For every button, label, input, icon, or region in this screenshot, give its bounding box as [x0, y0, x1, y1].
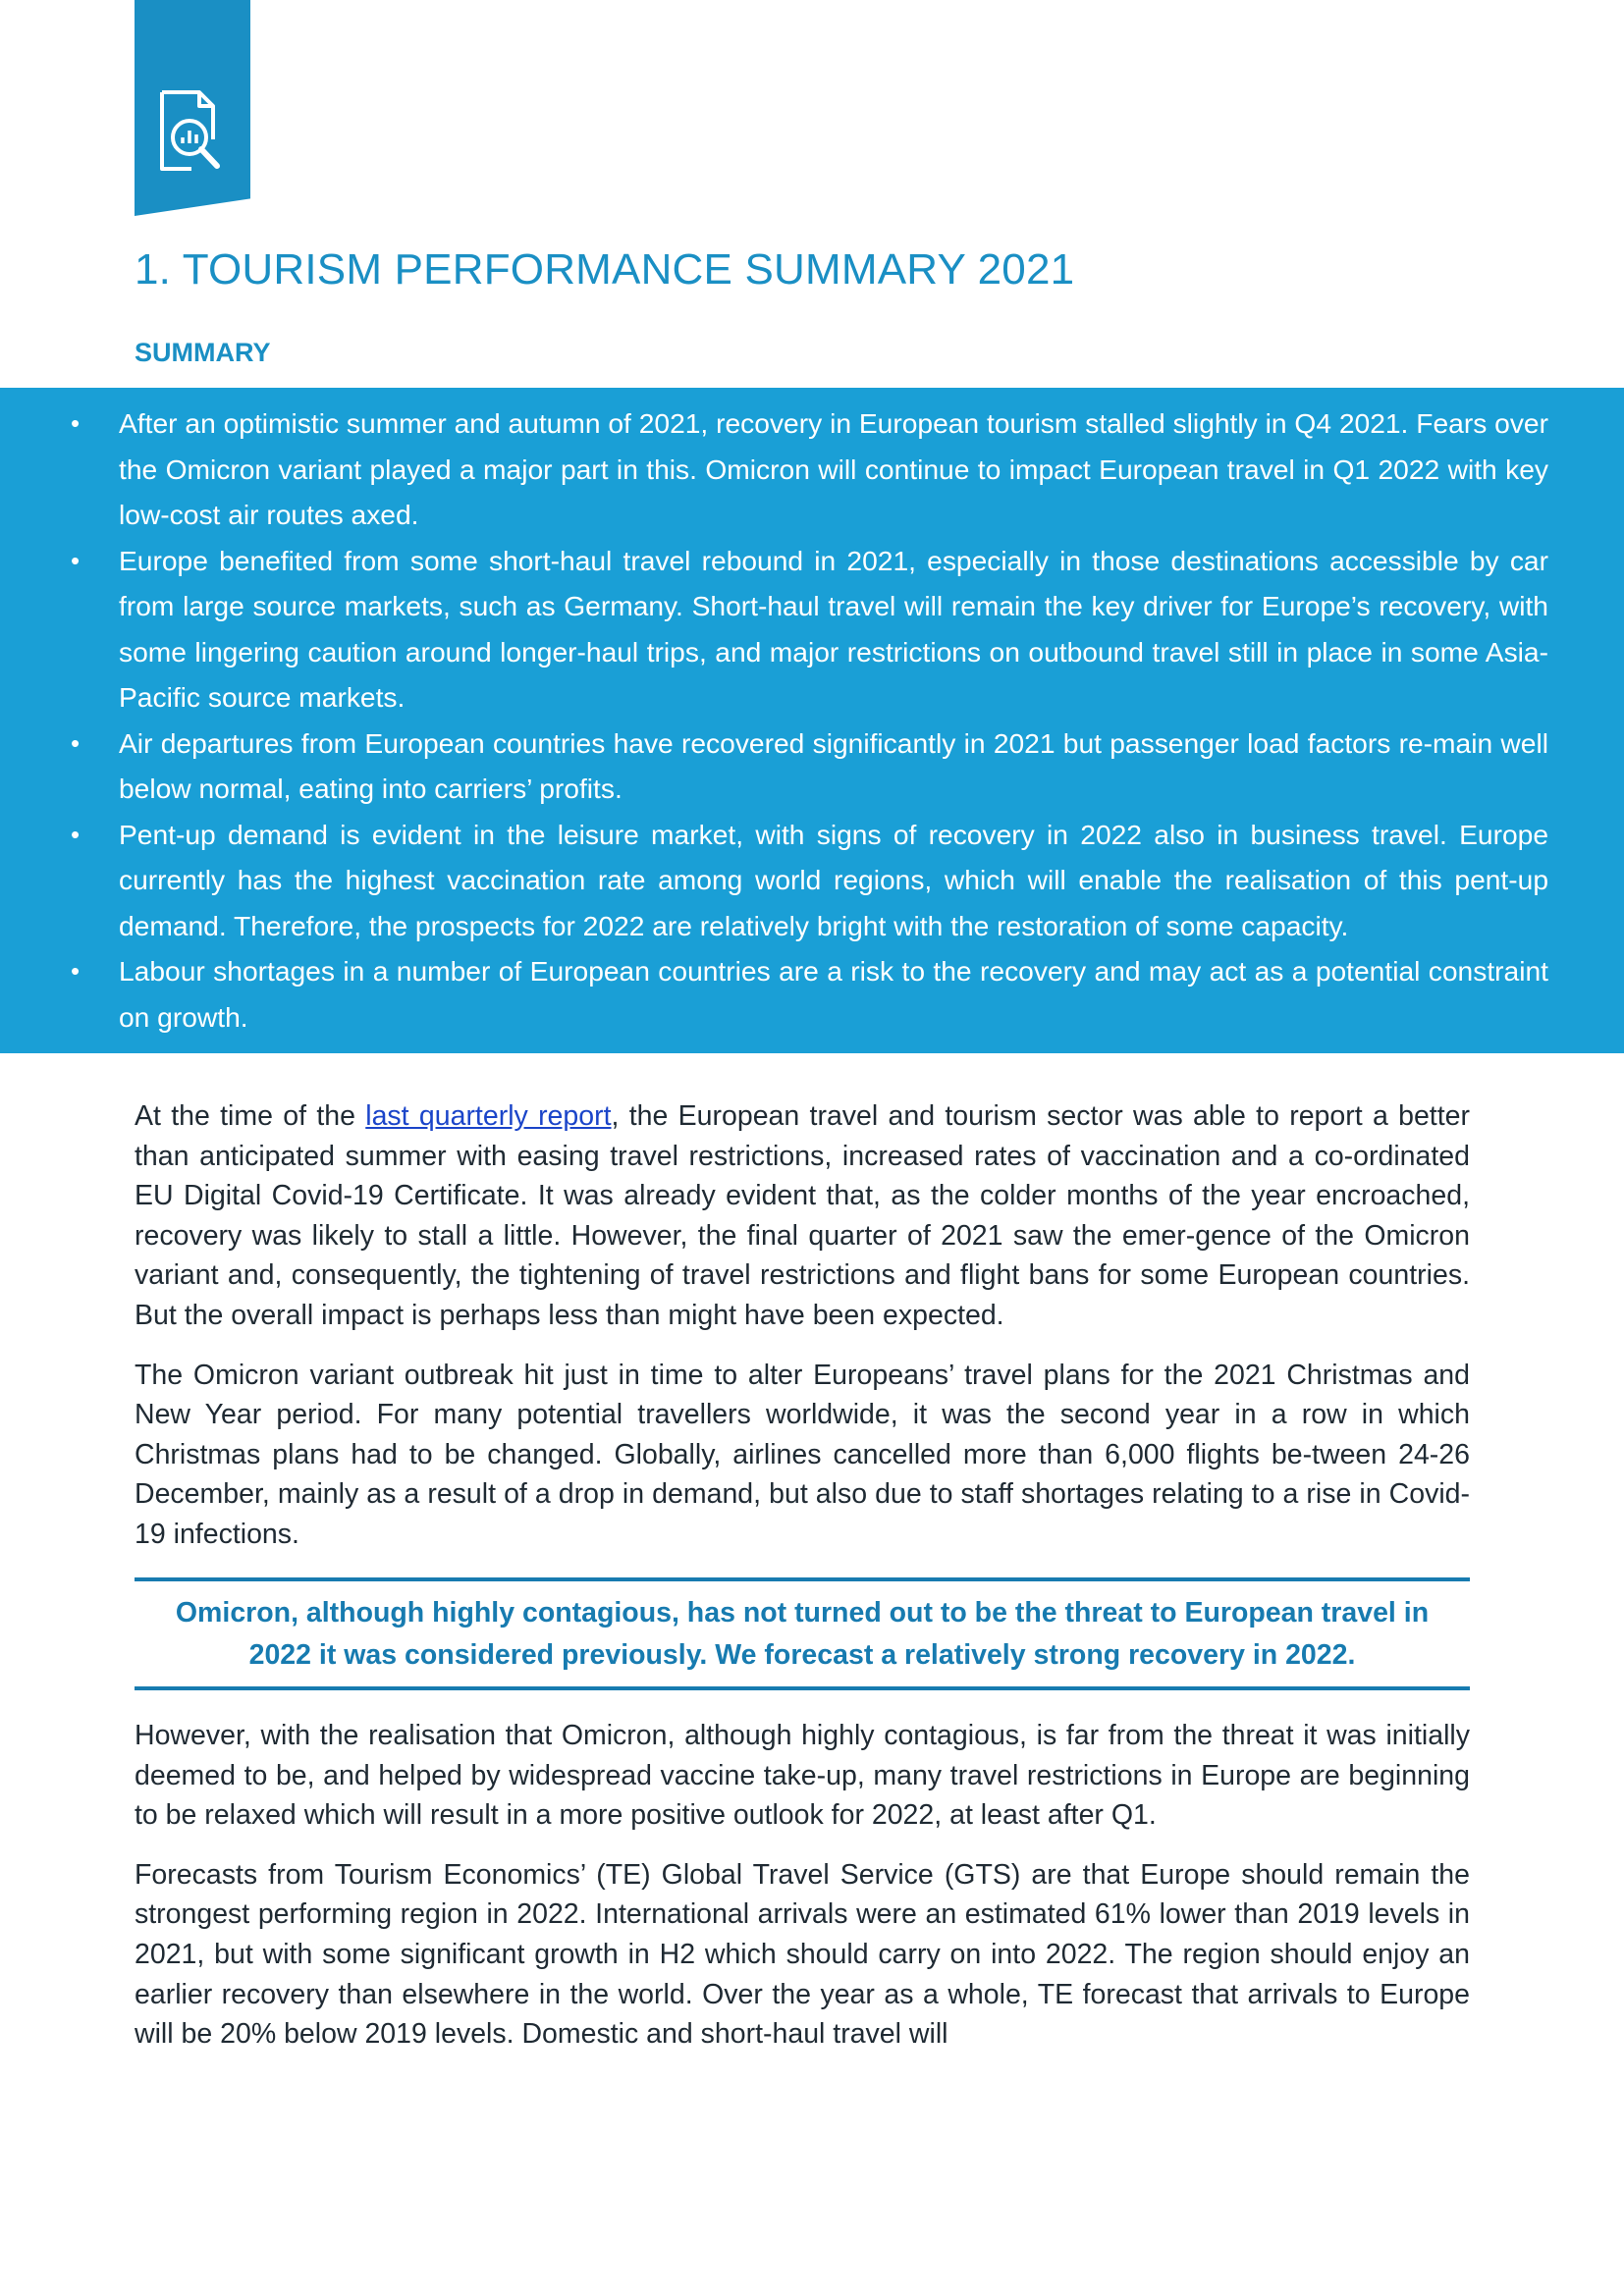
summary-bullet-text: Air departures from European countries have recovered significantly in 2021 but passenger load factors re-main well below normal, eating into carriers’ profits. [119, 726, 1548, 804]
bullet-icon: • [71, 727, 81, 758]
paragraph-4: Forecasts from Tourism Economics’ (TE) Global Travel Service (GTS) are that Europe should remain the strongest performing region in 2022. International arrivals were an estimated 61% lower than 2019 levels in 2021, but with some significant growth in H2 which should carry on into 2022. The region should enjoy an earlier recovery than elsewhere in the world. Over the year as a whole, TE forecast that arrivals to Europe will be 20% below 2019 levels. Domestic and short-haul travel will [135, 1858, 1470, 2051]
bullet-icon: • [71, 956, 81, 986]
summary-bullet-text: Labour shortages in a number of European countries are a risk to the recovery and may act as a potential constraint on growth. [119, 955, 1548, 1033]
section-title: 1. TOURISM PERFORMANCE SUMMARY 2021 [135, 245, 1075, 294]
bullet-icon: • [71, 408, 81, 438]
summary-bullet-text: Europe benefited from some short-haul travel rebound in 2021, especially in those destinations accessible by car from large source markets, such as Germany. Short-haul travel will remain the key driver for Europe’s recovery, with some lingering caution around longer-haul trips, and major restrictions on outbound travel still in place in some Asia-Pacific source markets. [119, 544, 1548, 713]
body-section-2 [135, 1716, 1470, 2055]
pull-quote [135, 1577, 1470, 1690]
bullet-icon: • [71, 819, 81, 849]
summary-bullet-text: After an optimistic summer and autumn of 2021, recovery in European tourism stalled slightly in Q4 2021. Fears over the Omicron variant played a major part in this. Omicron will continue to impact European travel in Q1 2022 with key low-cost air routes axed. [119, 407, 1548, 530]
summary-bullet [0, 721, 1548, 812]
summary-heading: SUMMARY [135, 338, 271, 367]
paragraph-1-intro: At the time of the [135, 1100, 366, 1132]
body-section-1 [135, 1096, 1470, 1555]
pull-quote-text: Omicron, although highly contagious, has not turned out to be the threat to European travel in 2022 it was considered previously. We forecast a relatively strong recovery in 2022. [175, 1596, 1430, 1671]
summary-bullet [0, 948, 1548, 1040]
paragraph-1 [135, 1096, 1470, 1336]
summary-box [0, 388, 1624, 1053]
summary-bullet [0, 812, 1548, 949]
bullet-icon: • [71, 545, 81, 575]
summary-list [0, 388, 1624, 1040]
section-tab [135, 0, 250, 216]
paragraph-2: The Omicron variant outbreak hit just in time to alter Europeans’ travel plans for the 2021 Christmas and New Year period. For many potential travellers worldwide, it was the second year in a row in which Christmas plans had to be changed. Globally, airlines cancelled more than 6,000 flights be-tween 24-26 December, mainly as a result of a drop in demand, but also due to staff shortages relating to a rise in Covid-19 infections. [135, 1359, 1470, 1550]
report-magnifier-icon [156, 88, 227, 177]
summary-bullet-text: Pent-up demand is evident in the leisure market, with signs of recovery in 2022 also in business travel. Europe currently has the highest vaccination rate among world regions, which will enable the realisation of this pent-up demand. Therefore, the prospects for 2022 are relatively bright with the restoration of some capacity. [119, 818, 1548, 941]
last-quarterly-report-link[interactable]: last quarterly report [365, 1100, 612, 1132]
paragraph-1-text: , the European travel and tourism sector was able to report a better than anticipated summer with easing travel restrictions, increased rates of vaccination and a co-ordinated EU Digital Covid-19 Certificate. It was already evident that, as the colder months of the year encroached, recovery was likely to stall a little. However, the final quarter of 2021 saw the emer-gence of the Omicron variant and, consequently, the tightening of travel restrictions and flight bans for some European countries. But the overall impact is perhaps less than might have been expected. [135, 1100, 1470, 1331]
paragraph-3: However, with the realisation that Omicron, although highly contagious, is far from the threat it was initially deemed to be, and helped by widespread vaccine take-up, many travel restrictions in Europe are beginning to be relaxed which will result in a more positive outlook for 2022, at least after Q1. [135, 1720, 1470, 1832]
summary-bullet [0, 538, 1548, 721]
summary-bullet [0, 400, 1548, 538]
